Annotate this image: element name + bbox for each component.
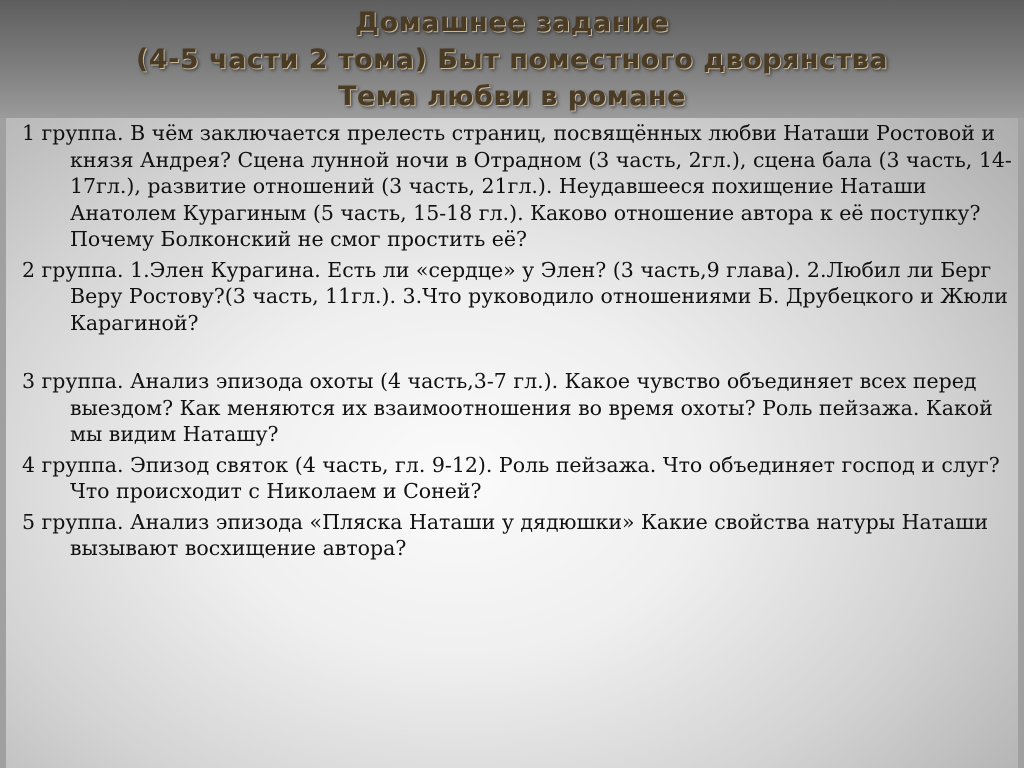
group-task-1: 1 группа. В чём заключается прелесть страниц, посвящённых любви Наташи Ростовой и князя Андрея? Сцена лунной ночи в Отрадном (3 часть, 2гл.), сцена бала (3 часть, 14-17гл.), развитие отношений (3 часть, 21гл.). Неудавшееся похищение Наташи Анатолем Курагиным (5 часть, 15-18 гл.). Каково отношение автора к её поступку? Почему Болконский не смог простить её? bbox=[22, 121, 1012, 251]
slide-title bbox=[0, 4, 1024, 115]
title-line-topic: (4-5 части 2 тома) Быт поместного дворянства bbox=[136, 44, 888, 75]
title-line-love-theme: Тема любви в романе bbox=[338, 81, 686, 112]
group-task-list bbox=[22, 120, 1012, 566]
group-task-5: 5 группа. Анализ эпизода «Пляска Наташи у дядюшки» Какие свойства натуры Наташи вызывают восхищение автора? bbox=[22, 509, 989, 560]
group-task-4: 4 группа. Эпизод святок (4 часть, гл. 9-12). Роль пейзажа. Что объединяет господ и слуг? Что происходит с Николаем и Соней? bbox=[22, 452, 1000, 503]
group-task-3: 3 группа. Анализ эпизода охоты (4 часть,3-7 гл.). Какое чувство объединяет всех перед выездом? Как меняются их взаимоотношения во время охоты? Роль пейзажа. Какой мы видим Наташу? bbox=[22, 369, 993, 446]
group-task-2: 2 группа. 1.Элен Курагина. Есть ли «сердце» у Элен? (3 часть,9 глава). 2.Любил ли Берг Веру Ростову?(3 часть, 11гл.). 3.Что руководило отношениями Б. Друбецкого и Жюли Карагиной? bbox=[22, 257, 1008, 335]
title-line-homework: Домашнее задание bbox=[354, 7, 670, 38]
